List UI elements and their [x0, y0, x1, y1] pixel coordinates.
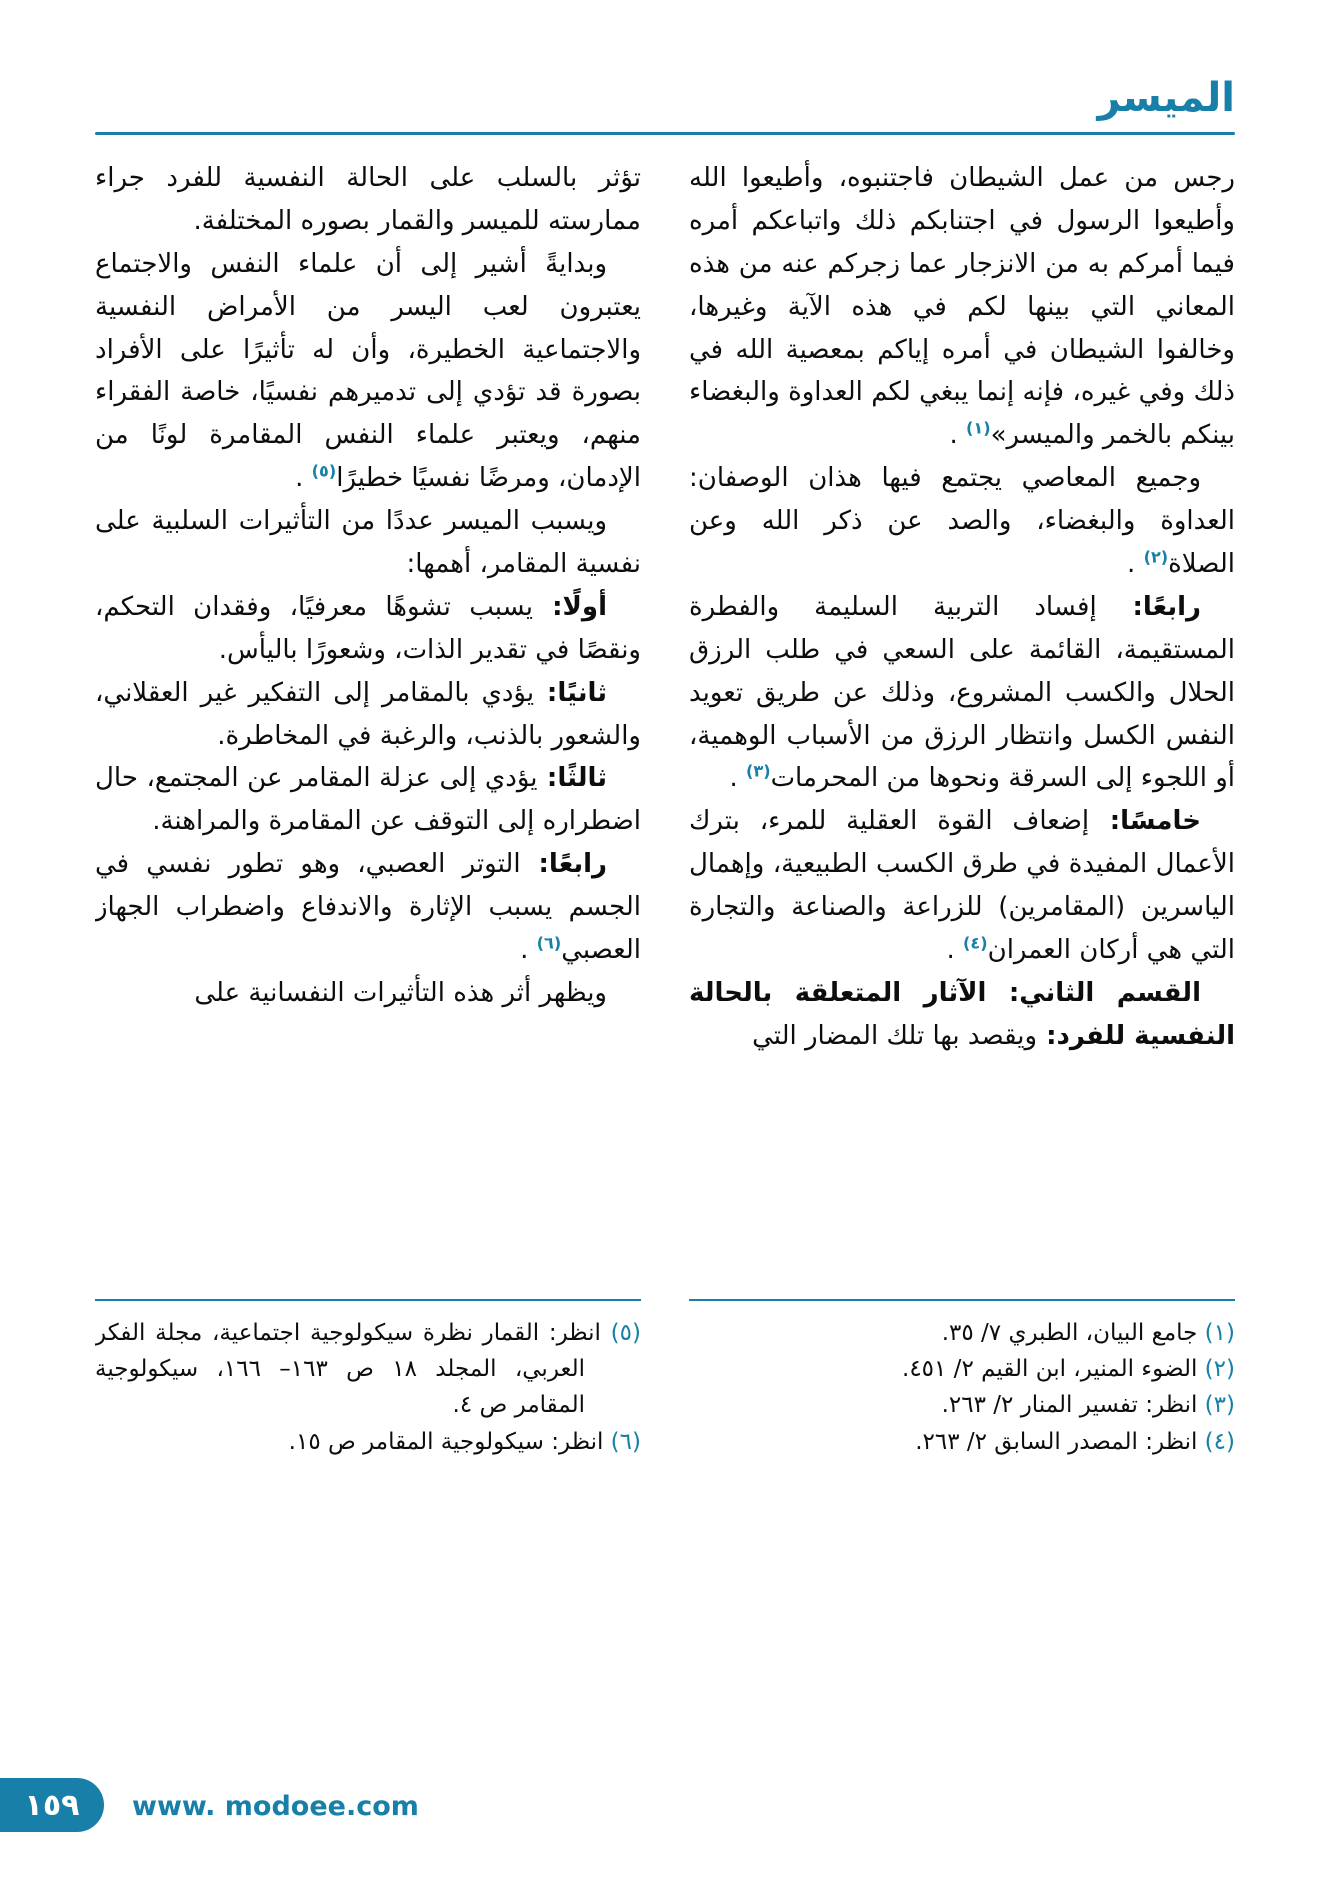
footnote — [689, 1315, 1235, 1351]
paragraph-lead: أولًا: — [533, 591, 607, 622]
paragraph — [95, 972, 641, 1015]
footnote-ref: (٥) — [311, 461, 337, 481]
paragraph — [95, 757, 641, 843]
footnote-text: انظر: القمار نظرة سيكولوجية اجتماعية، مجلة الفكر العربي، المجلد ١٨ ص ١٦٣– ١٦٦، سيكولوجية المقامر ص ٤. — [95, 1319, 601, 1419]
text-run: إضعاف القوة العقلية للمرء، بترك الأعمال المفيدة في طرق الكسب الطبيعية، وإهمال الياسرين (المقامرين) للزراعة والصناعة والتجارة التي هي أركان العمران — [689, 806, 1235, 966]
page-header — [0, 0, 1339, 135]
footnote-ref: (٤) — [963, 933, 988, 953]
paragraph-lead: القسم الثاني: — [986, 977, 1201, 1008]
content-columns — [0, 135, 1339, 1460]
footnote-text: الضوء المنير، ابن القيم ٢/ ٤٥١. — [902, 1356, 1198, 1383]
text-run: . — [949, 420, 967, 451]
text-run: . — [946, 935, 963, 966]
footnote-text: انظر: تفسير المنار ٢/ ٢٦٣. — [941, 1392, 1198, 1419]
text-run: ويظهر أثر هذه التأثيرات النفسانية على — [194, 977, 607, 1008]
footnote-block-right — [689, 1293, 1235, 1460]
text-run: . — [1127, 549, 1144, 580]
text-run: وجميع المعاصي يجتمع فيها هذان الوصفان: العداوة والبغضاء، والصد عن ذكر الله وعن الصلاة — [689, 463, 1235, 580]
footnote-block-left — [95, 1293, 641, 1460]
text-run: . — [295, 463, 312, 494]
paragraph-lead: رابعًا: — [520, 849, 608, 880]
text-run: ويسبب الميسر عددًا من التأثيرات السلبية على نفسية المقامر، أهمها: — [95, 506, 641, 580]
paragraph-lead: ثانيًا: — [534, 677, 607, 708]
footnote-text: انظر: المصدر السابق ٢/ ٢٦٣. — [915, 1428, 1198, 1455]
text-run: يؤدي بالمقامر إلى التفكير غير العقلاني، والشعور بالذنب، والرغبة في المخاطرة. — [95, 677, 641, 751]
paragraph — [689, 457, 1235, 586]
footnote-number: (٤) — [1197, 1428, 1235, 1455]
text-run: إفساد التربية السليمة والفطرة المستقيمة، القائمة على السعي في طلب الرزق الحلال والكسب المشروع، وذلك عن طريق تعويد النفس الكسل وانتظار الرزق من الأسباب الوهمية، أو اللجوء إلى السرقة ونحوها من المحرمات — [689, 591, 1235, 794]
text-run: التوتر العصبي، وهو تطور نفسي في الجسم يسبب الإثارة والاندفاع واضطراب الجهاز العصبي — [95, 849, 641, 966]
column-left-text — [95, 157, 641, 1015]
page-number: ١٥٩ — [24, 1787, 80, 1823]
column-right-text — [689, 157, 1235, 1058]
footnote-number: (٦) — [603, 1428, 641, 1455]
footnote-ref: (٢) — [1143, 547, 1169, 567]
footnote-ref: (٦) — [536, 933, 562, 953]
footnote-number: (٥) — [600, 1319, 641, 1346]
paragraph — [95, 672, 641, 758]
footnote — [95, 1315, 641, 1424]
footnote — [689, 1424, 1235, 1460]
text-run: وبدايةً أشير إلى أن علماء النفس والاجتماع يعتبرون لعب اليسر من الأمراض النفسية والاجتماعية الخطيرة، وأن له تأثيرًا على الأفراد بصورة قد تؤدي إلى تدميرهم نفسيًا، خاصة الفقراء منهم، ويعتبر علماء النفس المقامرة لونًا من الإدمان، ومرضًا نفسيًا خطيرًا — [95, 248, 641, 494]
footnote-list-right — [689, 1315, 1235, 1460]
paragraph-lead: رابعًا: — [1096, 591, 1201, 622]
paragraph-lead: ثالثًا: — [537, 763, 607, 794]
footnote-list-left — [95, 1315, 641, 1460]
footnote — [689, 1351, 1235, 1387]
footnote-ref: (١) — [966, 418, 991, 438]
paragraph — [689, 157, 1235, 457]
text-run: ويقصد بها تلك المضار التي — [752, 1020, 1038, 1051]
text-run: رجس من عمل الشيطان فاجتنبوه، وأطيعوا الله وأطيعوا الرسول في اجتنابكم ذلك واتباعكم أمره فيما أمركم به من الانزجار عما زجركم عنه من هذه المعاني التي بينها لكم في هذه الآية وغيرها، وخالفوا الشيطان في أمره إياكم بمعصية الله في ذلك وفي غيره، فإنه إنما يبغي لكم العداوة والبغضاء بينكم بالخمر والميسر» — [689, 163, 1235, 451]
footnote-number: (٣) — [1197, 1392, 1235, 1419]
footnote — [689, 1387, 1235, 1423]
page-title: الميسر — [1097, 75, 1235, 121]
page-number-badge — [0, 1778, 104, 1832]
footnote-separator — [95, 1299, 641, 1301]
paragraph — [95, 157, 641, 243]
footnote-number: (٢) — [1197, 1356, 1235, 1383]
text-run: . — [729, 763, 746, 794]
paragraph — [689, 800, 1235, 972]
text-run: يسبب تشوهًا معرفيًا، وفقدان التحكم، ونقصًا في تقدير الذات، وشعورًا باليأس. — [95, 591, 641, 665]
paragraph-lead: الآثار المتعلقة بالحالة النفسية للفرد: — [689, 977, 1235, 1051]
footnote — [95, 1424, 641, 1460]
text-run: . — [520, 935, 537, 966]
paragraph — [95, 500, 641, 586]
footnote-text: انظر: سيكولوجية المقامر ص ١٥. — [288, 1428, 604, 1455]
paragraph — [95, 843, 641, 972]
column-right — [689, 157, 1235, 1460]
paragraph — [95, 243, 641, 500]
paragraph-lead: خامسًا: — [1089, 806, 1201, 837]
website-url: www. modoee.com — [132, 1791, 419, 1822]
paragraph — [95, 586, 641, 672]
footnote-number: (١) — [1197, 1319, 1235, 1346]
footnote-text: جامع البيان، الطبري ٧/ ٣٥. — [941, 1319, 1198, 1346]
footnote-separator — [689, 1299, 1235, 1301]
text-run: تؤثر بالسلب على الحالة النفسية للفرد جراء ممارسته للميسر والقمار بصوره المختلفة. — [95, 163, 641, 236]
paragraph — [689, 586, 1235, 800]
text-run: يؤدي إلى عزلة المقامر عن المجتمع، حال اضطراره إلى التوقف عن المقامرة والمراهنة. — [95, 763, 641, 837]
column-left — [95, 157, 641, 1460]
footnote-ref: (٣) — [745, 761, 771, 781]
paragraph — [689, 972, 1235, 1058]
